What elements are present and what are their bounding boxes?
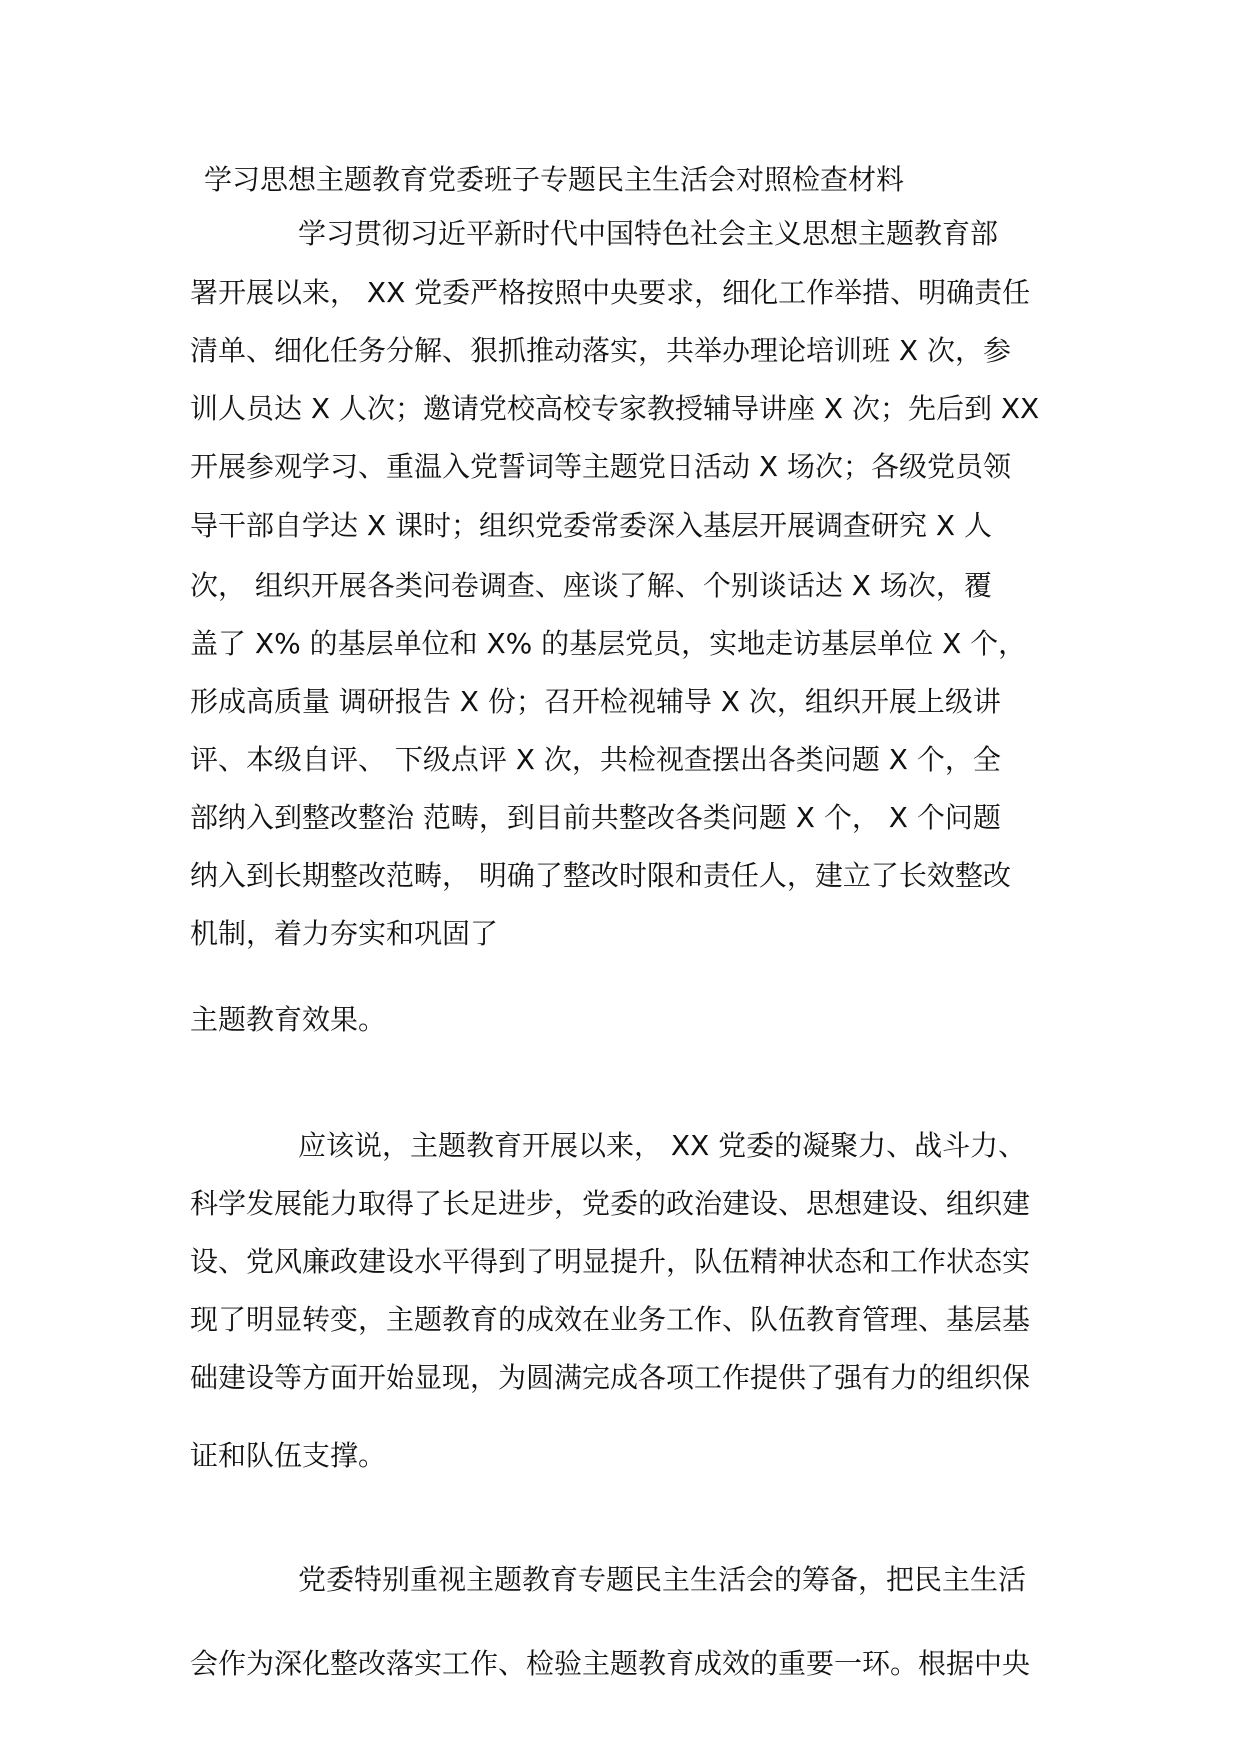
paragraph-3-line-2: 会作为深化整改落实工作、检验主题教育成效的重要一环。根据中央	[190, 1647, 1031, 1680]
paragraph-2-line-1: 应该说，主题教育开展以来， XX 党委的凝聚力、战斗力、	[298, 1129, 1027, 1162]
paragraph-1-line-1: 学习贯彻习近平新时代中国特色社会主义思想主题教育部	[298, 217, 999, 250]
paragraph-1-line-2: 署开展以来， XX 党委严格按照中央要求，细化工作举措、明确责任	[190, 276, 1031, 309]
paragraph-2-line-2: 科学发展能力取得了长足进步，党委的政治建设、思想建设、组织建	[190, 1187, 1031, 1220]
document-title: 学习思想主题教育党委班子专题民主生活会对照检查材料	[204, 163, 905, 196]
paragraph-1-line-9: 形成高质量 调研报告 X 份；召开检视辅导 X 次，组织开展上级讲	[190, 685, 1001, 718]
paragraph-1-line-3: 清单、细化任务分解、狠抓推动落实，共举办理论培训班 X 次，参	[190, 334, 1011, 367]
paragraph-1-line-7: 次， 组织开展各类问卷调查、座谈了解、个别谈话达 X 场次，覆	[190, 569, 992, 602]
paragraph-1-line-8: 盖了 X% 的基层单位和 X% 的基层党员，实地走访基层单位 X 个，	[190, 627, 1027, 660]
paragraph-3-line-1: 党委特别重视主题教育专题民主生活会的筹备，把民主生活	[298, 1563, 1027, 1596]
paragraph-2-line-3: 设、党风廉政建设水平得到了明显提升，队伍精神状态和工作状态实	[190, 1245, 1031, 1278]
paragraph-1-line-10: 评、本级自评、 下级点评 X 次，共检视查摆出各类问题 X 个，全	[190, 743, 1001, 776]
paragraph-1-line-6: 导干部自学达 X 课时；组织党委常委深入基层开展调查研究 X 人	[190, 509, 992, 542]
paragraph-1-line-4: 训人员达 X 人次；邀请党校高校专家教授辅导讲座 X 次；先后到 XX	[190, 392, 1040, 425]
paragraph-1-line-12: 纳入到长期整改范畴， 明确了整改时限和责任人，建立了长效整改	[190, 859, 1011, 892]
paragraph-1-line-13: 机制，着力夯实和巩固了	[190, 917, 499, 950]
paragraph-2-line-5: 础建设等方面开始显现，为圆满完成各项工作提供了强有力的组织保	[190, 1361, 1031, 1394]
paragraph-1-line-11: 部纳入到整改整治 范畴，到目前共整改各类问题 X 个， X 个问题	[190, 801, 1001, 834]
paragraph-1-line-5: 开展参观学习、重温入党誓词等主题党日活动 X 场次；各级党员领	[190, 450, 1011, 483]
paragraph-2-line-6: 证和队伍支撑。	[190, 1439, 387, 1472]
paragraph-1-line-14: 主题教育效果。	[190, 1003, 387, 1036]
paragraph-2-line-4: 现了明显转变，主题教育的成效在业务工作、队伍教育管理、基层基	[190, 1303, 1031, 1336]
